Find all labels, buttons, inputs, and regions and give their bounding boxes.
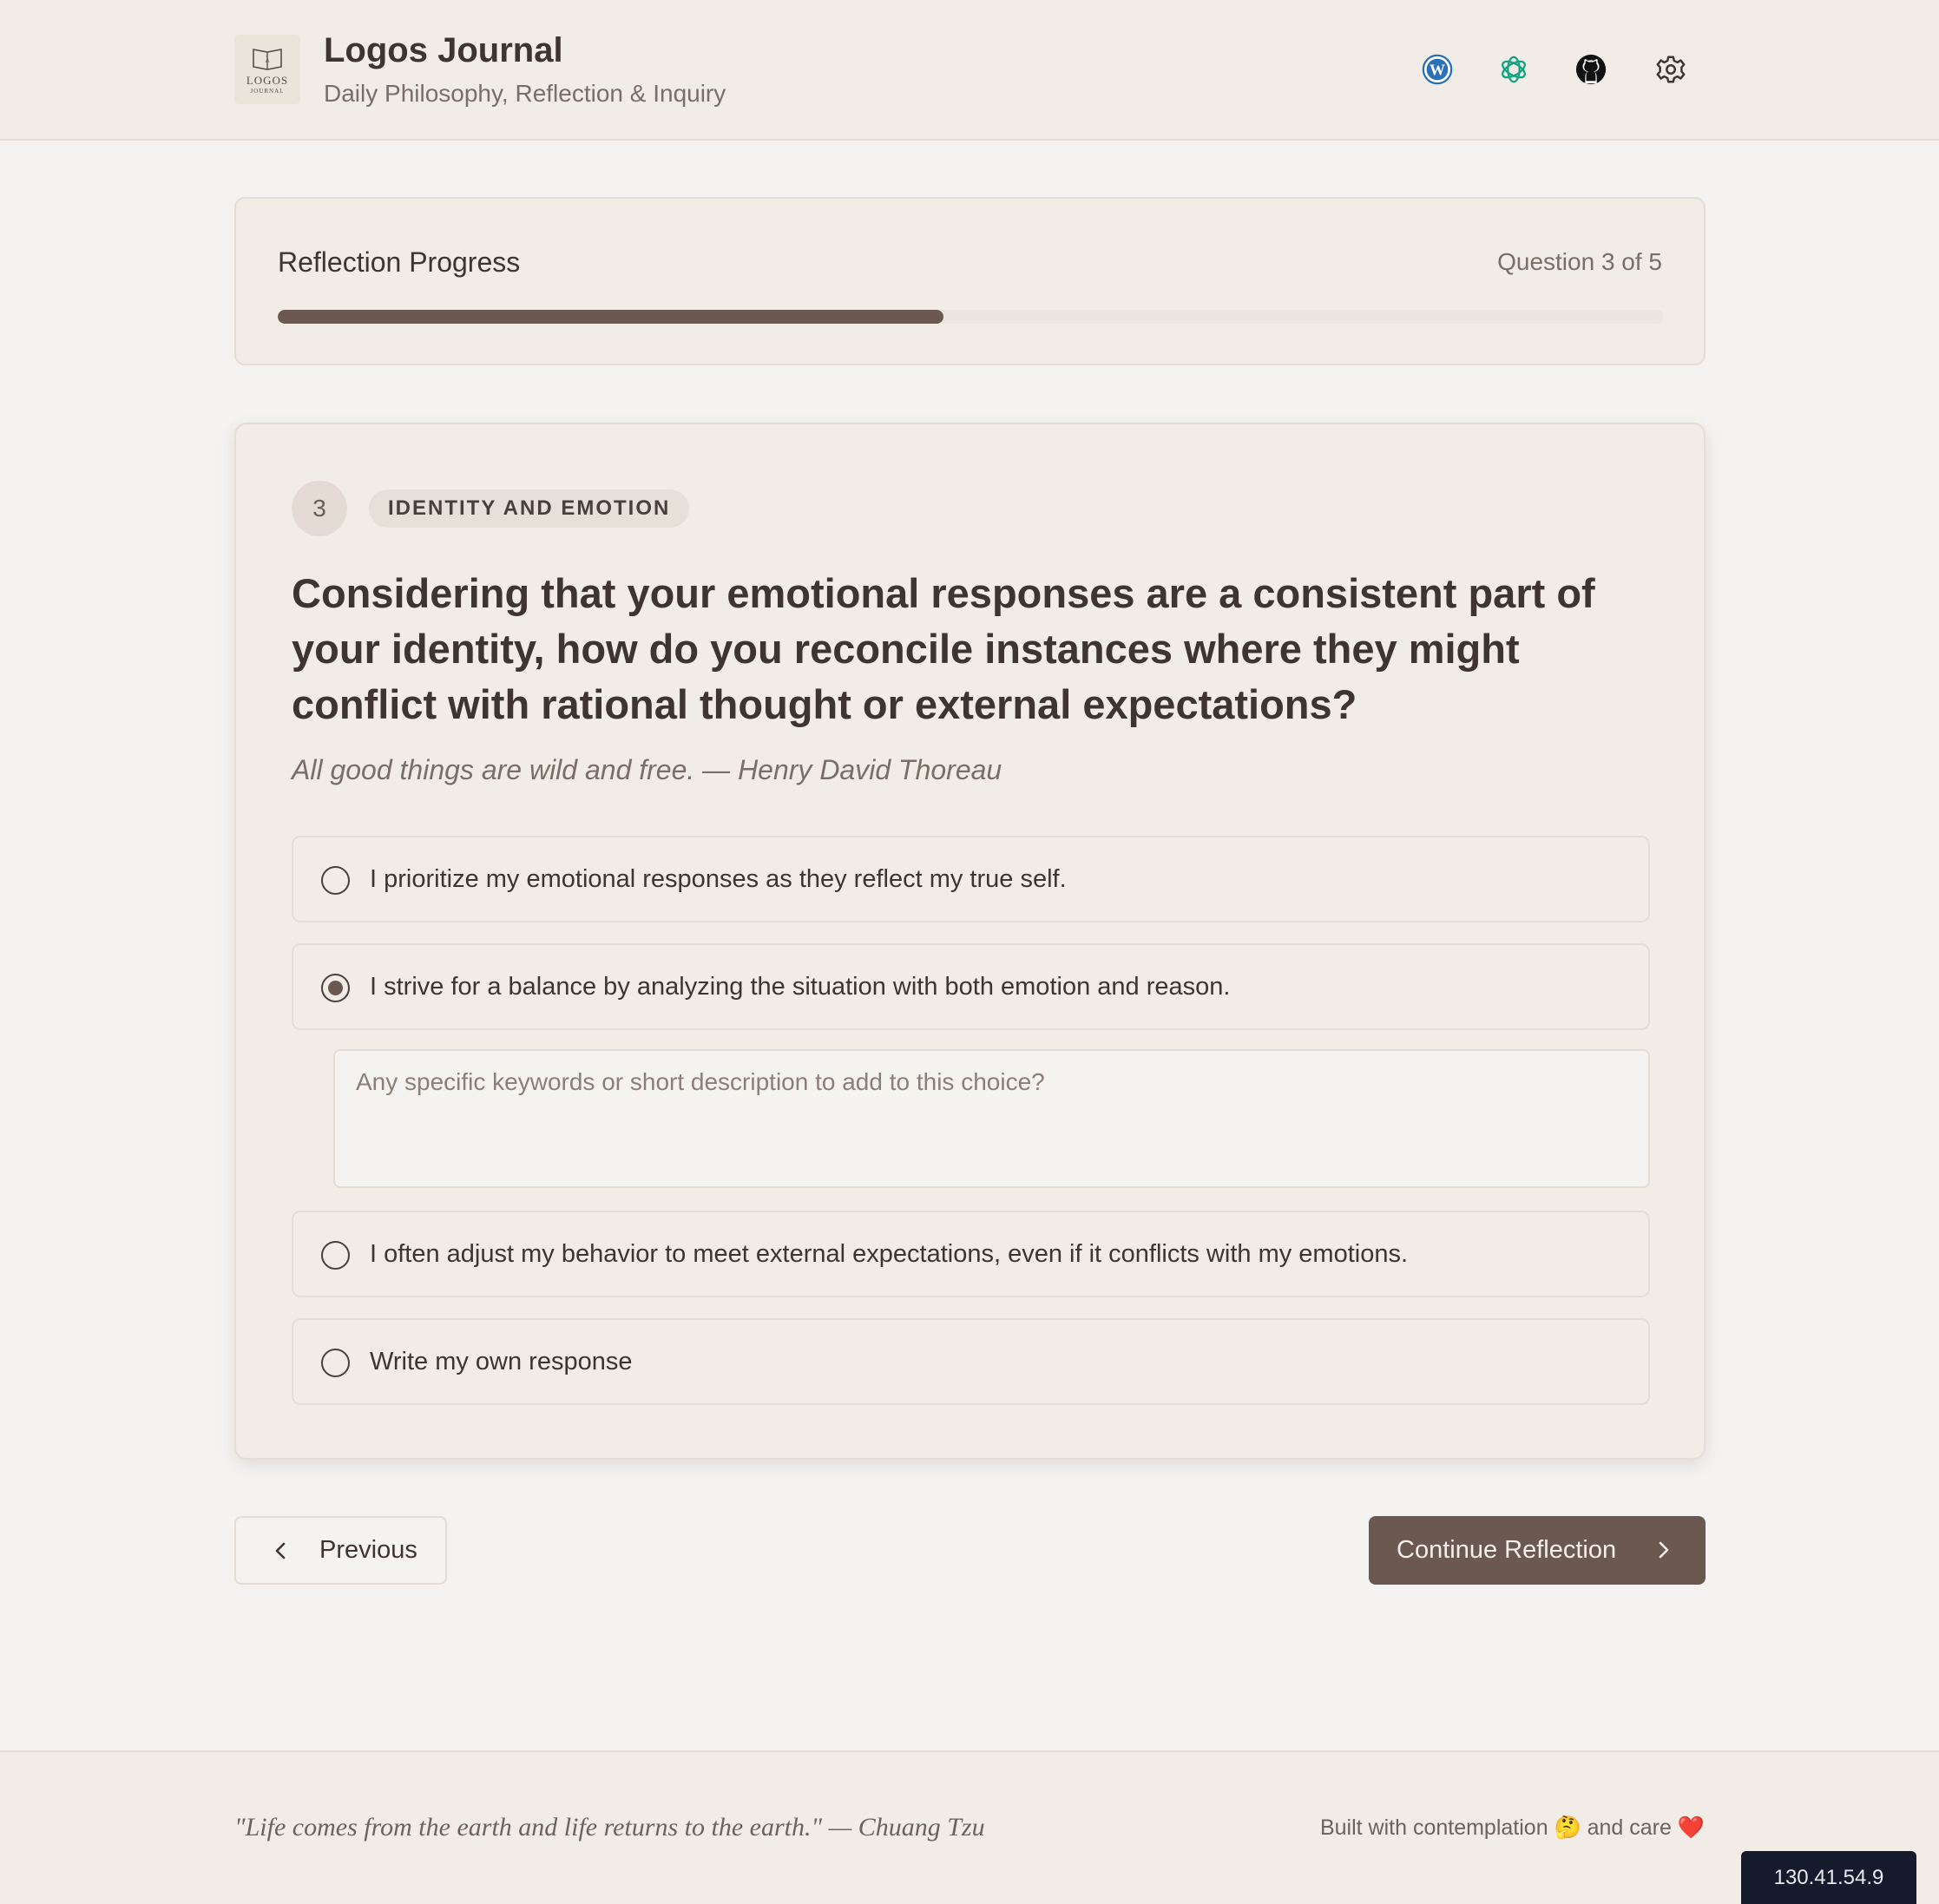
app-header (0, 0, 1939, 141)
answer-option-1[interactable] (292, 836, 1650, 922)
github-icon[interactable] (1572, 50, 1610, 89)
footer-quote: "Life comes from the earth and life returns to the earth." — Chuang Tzu (234, 1813, 985, 1842)
question-quote: All good things are wild and free. — Henry David Thoreau (292, 754, 1002, 785)
answer-option-label: I prioritize my emotional responses as they reflect my true self. (370, 864, 1067, 893)
continue-reflection-button[interactable] (1369, 1516, 1706, 1585)
wordpress-icon[interactable] (1418, 50, 1456, 89)
radio-button[interactable] (321, 866, 350, 895)
settings-gear-icon[interactable] (1652, 50, 1690, 89)
question-card (234, 423, 1706, 1460)
answer-option-label: I often adjust my behavior to meet external expectations, even if it conflicts with my emotions. (370, 1239, 1409, 1268)
answer-option-2[interactable] (292, 943, 1650, 1030)
answer-option-label: I strive for a balance by analyzing the situation with both emotion and reason. (370, 972, 1231, 1001)
answer-option-label: Write my own response (370, 1347, 633, 1375)
ip-address-badge: 130.41.54.9 (1741, 1851, 1916, 1904)
radio-button[interactable] (321, 1349, 350, 1377)
choice-detail-textarea[interactable] (333, 1049, 1650, 1188)
previous-button-label: Previous (319, 1536, 417, 1564)
app-subtitle: Daily Philosophy, Reflection & Inquiry (324, 80, 726, 107)
radio-button[interactable] (321, 974, 350, 1002)
footer (0, 1750, 1939, 1904)
question-category-badge: IDENTITY AND EMOTION (369, 489, 689, 528)
question-text: Considering that your emotional responses are a consistent part of your identity, how do you reconcile instances where they might conflict with rational thought or external expectations? (292, 570, 1595, 727)
chevron-right-icon (1653, 1540, 1673, 1560)
logo (234, 35, 300, 104)
svg-text:W: W (1429, 61, 1446, 79)
app-title: Logos Journal (324, 31, 563, 69)
footer-credit: Built with contemplation 🤔 and care ❤️ (1319, 1815, 1705, 1840)
progress-bar (278, 310, 1664, 324)
chevron-left-icon (271, 1540, 292, 1561)
radio-button[interactable] (321, 1241, 350, 1270)
logo-subword: JOURNAL (250, 88, 285, 95)
openai-icon[interactable] (1495, 50, 1533, 89)
svg-text:λ: λ (265, 56, 270, 65)
progress-bar-fill (278, 310, 943, 324)
progress-label: Reflection Progress (278, 246, 521, 278)
answer-option-write-own[interactable] (292, 1318, 1650, 1405)
book-icon (250, 44, 285, 72)
progress-card (234, 197, 1706, 365)
question-number: 3 (292, 481, 347, 536)
progress-count: Question 3 of 5 (1497, 248, 1662, 275)
continue-button-label: Continue Reflection (1397, 1536, 1617, 1564)
previous-button[interactable] (234, 1516, 447, 1585)
answer-option-3[interactable] (292, 1211, 1650, 1297)
logo-word: LOGOS (246, 74, 289, 87)
